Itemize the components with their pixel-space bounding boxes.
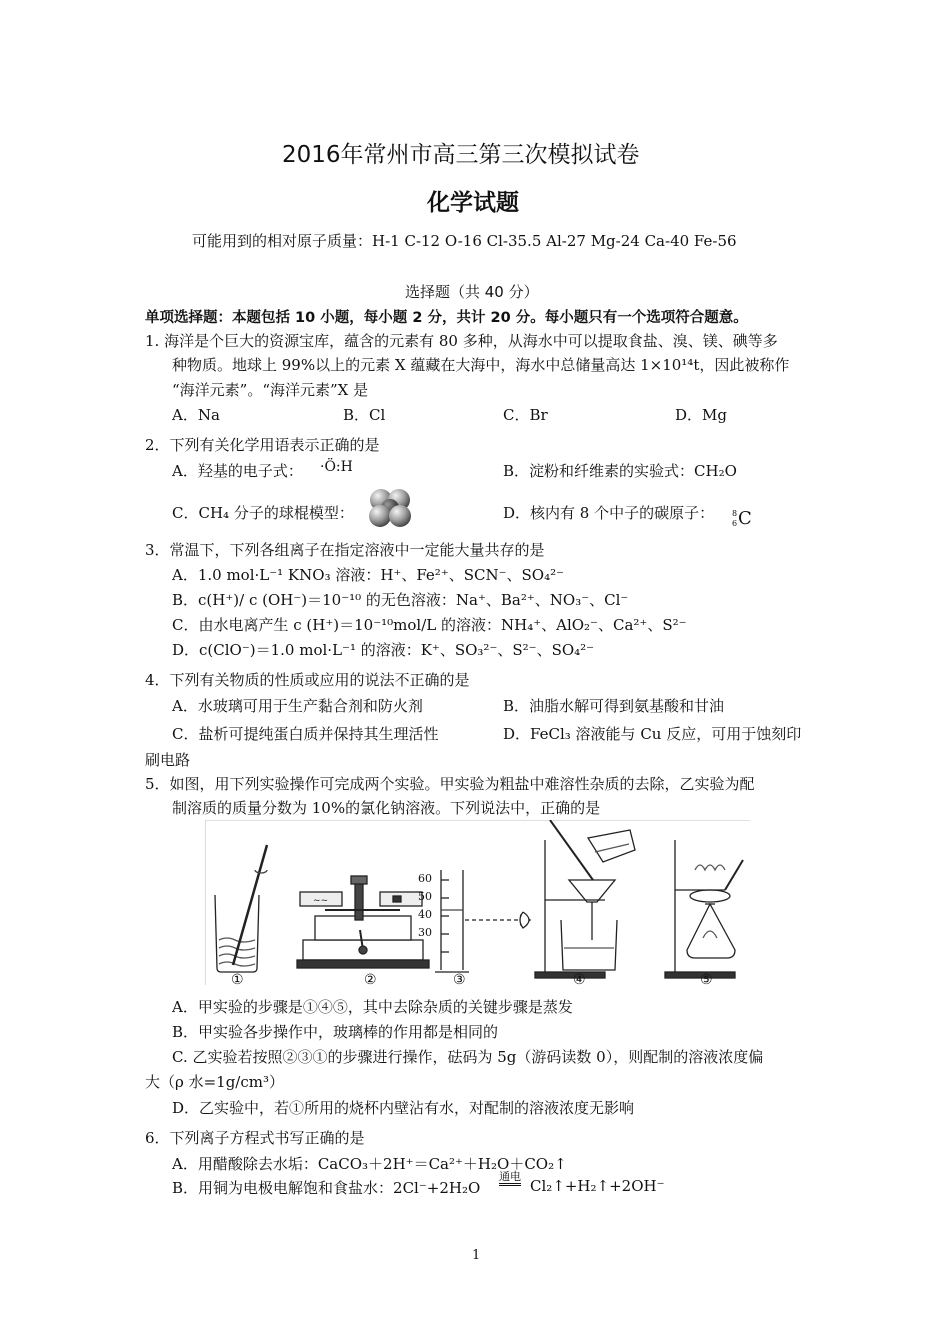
q3-stem: 3．常温下，下列各组离子在指定溶液中一定能大量共存的是 bbox=[145, 541, 545, 559]
q5-line1: 5．如图，用下列实验操作可完成两个实验。甲实验为粗盐中难溶性杂质的去除，乙实验为配 bbox=[145, 775, 755, 793]
ch4-ball-stick-model bbox=[366, 486, 414, 530]
q6-electrolysis-condition: 通电 bbox=[499, 1170, 521, 1186]
q4-stem: 4．下列有关物质的性质或应用的说法不正确的是 bbox=[145, 671, 470, 689]
cylinder-tick-30: 30 bbox=[418, 926, 432, 939]
q1-line2: 种物质。地球上 99%以上的元素 X 蕴藏在大海中，海水中总储量高达 1×10¹⁴t，因此被称作 bbox=[172, 356, 790, 374]
q2-option-b: B．淀粉和纤维素的实验式：CH₂O bbox=[503, 462, 737, 480]
page-subtitle: 化学试题 bbox=[427, 190, 519, 216]
q2-option-a: A．羟基的电子式： bbox=[172, 462, 303, 480]
cylinder-tick-60: 60 bbox=[418, 872, 432, 885]
page-title: 2016年常州市高三第三次模拟试卷 bbox=[282, 142, 640, 168]
q1-option-d: D．Mg bbox=[675, 406, 727, 424]
figure-label-1: ① bbox=[231, 972, 244, 988]
section-title: 选择题（共 40 分） bbox=[405, 283, 539, 301]
page-number: 1 bbox=[472, 1248, 481, 1263]
q1-option-a: A．Na bbox=[172, 406, 220, 424]
q4-option-b: B．油脂水解可得到氨基酸和甘油 bbox=[503, 697, 725, 715]
carbon-atomic-number: 6 bbox=[732, 519, 738, 528]
hydroxyl-electron-formula: ·Ö:H bbox=[320, 459, 353, 475]
q6-option-a: A．用醋酸除去水垢：CaCO₃＋2H⁺＝Ca²⁺＋H₂O＋CO₂↑ bbox=[172, 1155, 567, 1173]
q2-option-c: C．CH₄ 分子的球棍模型： bbox=[172, 504, 354, 522]
balance-scale-icon bbox=[297, 876, 429, 968]
q1-line1: 1. 海洋是个巨大的资源宝库，蕴含的元素有 80 多种，从海水中可以提取食盐、溴、镁、碘等多 bbox=[145, 332, 778, 350]
q5-line2: 制溶质的质量分数为 10%的氯化钠溶液。下列说法中，正确的是 bbox=[172, 799, 601, 817]
q5-option-c-continued: 大（ρ 水=1g/cm³） bbox=[145, 1073, 284, 1091]
beaker-dissolving-icon bbox=[215, 845, 267, 972]
q4-option-d-continued: 刷电路 bbox=[145, 751, 191, 769]
figure-label-3: ③ bbox=[453, 972, 466, 988]
figure-label-5: ⑤ bbox=[700, 972, 713, 988]
carbon-symbol: C bbox=[738, 508, 752, 529]
q1-option-c: C．Br bbox=[503, 406, 548, 424]
q4-option-a: A．水玻璃可用于生产黏合剂和防火剂 bbox=[172, 697, 423, 715]
atomic-masses: 可能用到的相对原子质量：H-1 C-12 O-16 Cl-35.5 Al-27 Mg-24 Ca-40 Fe-56 bbox=[192, 232, 737, 250]
q1-option-b: B．Cl bbox=[343, 406, 386, 424]
figure-label-4: ④ bbox=[573, 972, 586, 988]
q3-option-d: D．c(ClO⁻)＝1.0 mol·L⁻¹ 的溶液：K⁺、SO₃²⁻、S²⁻、SO₄²⁻ bbox=[172, 641, 595, 659]
evaporation-setup-icon bbox=[665, 840, 743, 978]
cylinder-tick-50: 50 bbox=[418, 890, 432, 903]
q4-option-c: C．盐析可提纯蛋白质并保持其生理活性 bbox=[172, 725, 439, 743]
carbon-mass-number: 8 bbox=[732, 509, 738, 518]
q1-line3: “海洋元素”。“海洋元素”X 是 bbox=[172, 381, 369, 399]
svg-text:~~: ~~ bbox=[313, 896, 329, 906]
graduated-cylinder-icon bbox=[435, 870, 530, 972]
q4-option-d: D．FeCl₃ 溶液能与 Cu 反应，可用于蚀刻印 bbox=[503, 725, 802, 743]
figure-label-2: ② bbox=[364, 972, 377, 988]
q3-option-c: C．由水电离产生 c (H⁺)＝10⁻¹⁰mol/L 的溶液：NH₄⁺、AlO₂⁻、Ca²⁺、S²⁻ bbox=[172, 616, 687, 634]
q6-stem: 6．下列离子方程式书写正确的是 bbox=[145, 1129, 365, 1147]
q3-option-b: B．c(H⁺)/ c (OH⁻)＝10⁻¹⁰ 的无色溶液：Na⁺、Ba²⁺、NO₃⁻、Cl⁻ bbox=[172, 591, 629, 609]
filtration-setup-icon bbox=[535, 820, 635, 978]
experiment-figure bbox=[205, 820, 750, 990]
section-instruction: 单项选择题：本题包括 10 小题，每小题 2 分，共计 20 分。每小题只有一个选项符合题意。 bbox=[145, 310, 748, 326]
q5-option-c: C. 乙实验若按照②③①的步骤进行操作，砝码为 5g（游码读数 0），则配制的溶液浓度偏 bbox=[172, 1048, 764, 1066]
q2-option-d: D．核内有 8 个中子的碳原子： bbox=[503, 504, 715, 522]
q5-option-b: B．甲实验各步操作中，玻璃棒的作用都是相同的 bbox=[172, 1023, 499, 1041]
q6-option-b-left: B．用铜为电极电解饱和食盐水：2Cl⁻+2H₂O bbox=[172, 1179, 481, 1197]
q5-option-d: D．乙实验中，若①所用的烧杯内壁沾有水，对配制的溶液浓度无影响 bbox=[172, 1099, 635, 1117]
q5-option-a: A．甲实验的步骤是①④⑤，其中去除杂质的关键步骤是蒸发 bbox=[172, 998, 573, 1016]
q2-stem: 2．下列有关化学用语表示正确的是 bbox=[145, 436, 380, 454]
q6-option-b-right: Cl₂↑+H₂↑+2OH⁻ bbox=[530, 1177, 665, 1195]
q3-option-a: A．1.0 mol·L⁻¹ KNO₃ 溶液：H⁺、Fe²⁺、SCN⁻、SO₄²⁻ bbox=[172, 566, 565, 584]
cylinder-tick-40: 40 bbox=[418, 908, 432, 921]
